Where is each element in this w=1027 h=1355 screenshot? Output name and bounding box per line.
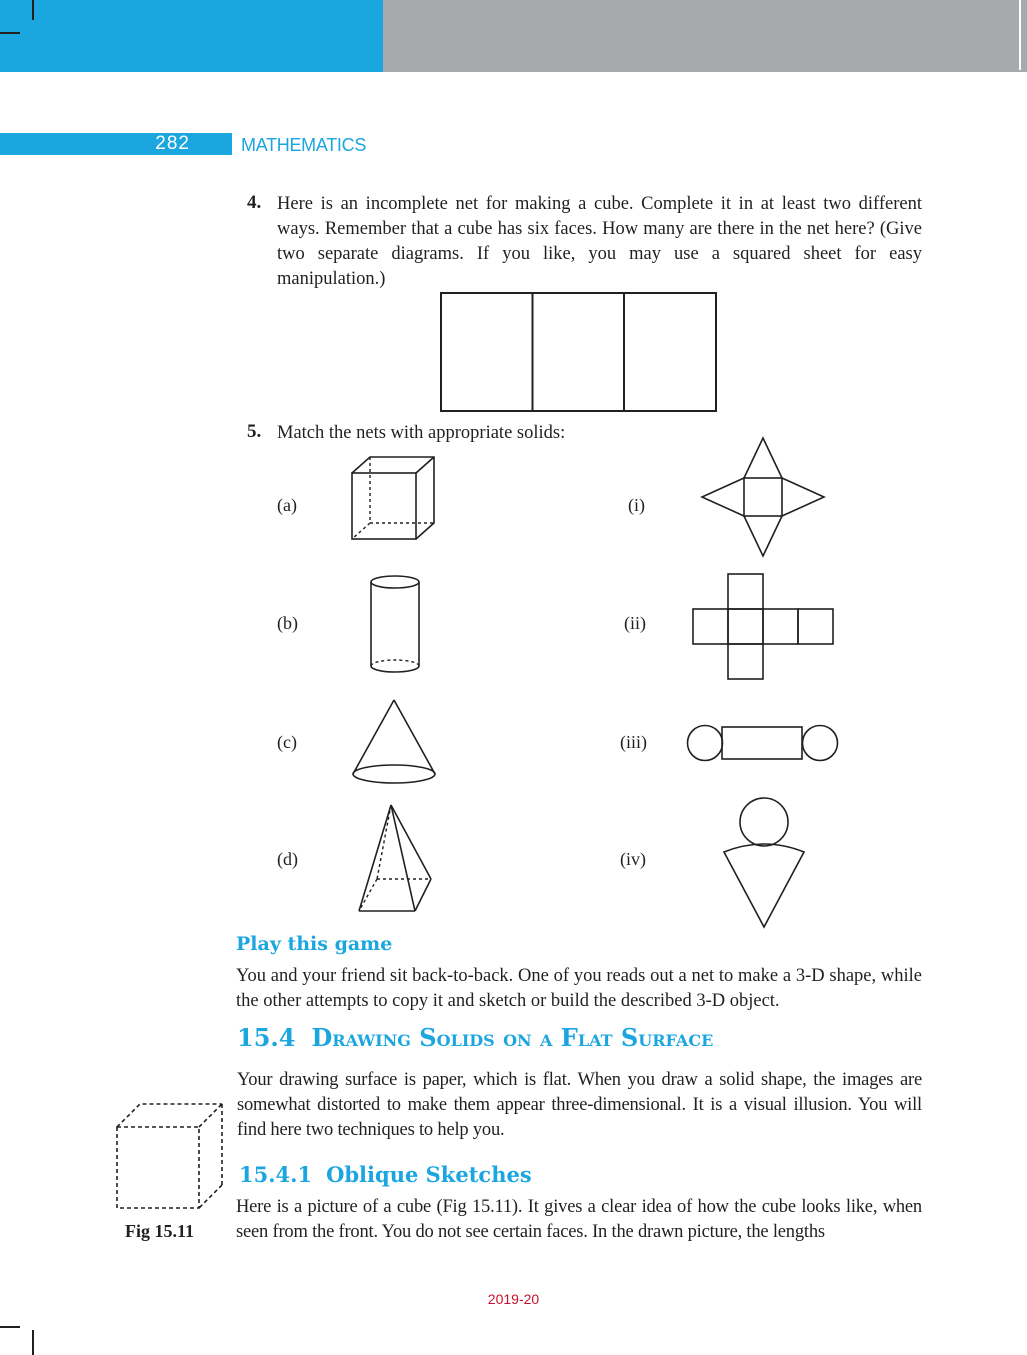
cone-net-icon bbox=[722, 796, 808, 930]
cylinder-net-icon bbox=[686, 722, 842, 764]
cube-icon bbox=[350, 455, 440, 543]
square-pyramid-icon bbox=[355, 803, 435, 915]
section-text: Your drawing surface is paper, which is flat. When you draw a solid shape, the images are somewhat distorted to make them appear three-dimensional. It is a visual illusion. You will find here two techniques to help you. bbox=[237, 1070, 922, 1140]
question-5-text: Match the nets with appropriate solids: bbox=[277, 423, 566, 443]
question-4-number: 4. bbox=[247, 192, 262, 213]
solid-label-a: (a) bbox=[277, 495, 297, 515]
crop-mark bbox=[32, 0, 34, 20]
question-4-text: Here is an incomplete net for making a cube. Complete it in at least two different ways. Remember that a cube has six faces. How many are there in the net here? (Give two separate diagrams. If you like, you may use a squared sheet for easy manipulation.) bbox=[277, 194, 922, 289]
crop-mark bbox=[32, 1330, 34, 1355]
solid-label-d: (d) bbox=[277, 849, 298, 869]
section-number: 15.4 bbox=[237, 1023, 296, 1052]
oblique-cube-icon bbox=[114, 1101, 226, 1211]
running-head: MATHEMATICS bbox=[241, 135, 367, 155]
section-title: DRAWING SOLIDS ON A FLAT SURFACE bbox=[311, 1023, 714, 1052]
subsection-title: Oblique Sketches bbox=[326, 1162, 532, 1187]
net-label-i: (i) bbox=[628, 495, 645, 515]
pyramid-net-icon bbox=[700, 436, 828, 560]
solid-label-c: (c) bbox=[277, 732, 297, 752]
subsection-number: 15.4.1 bbox=[239, 1162, 313, 1187]
top-color-bar-gray bbox=[383, 0, 1027, 72]
section-heading bbox=[237, 1023, 713, 1056]
crop-mark bbox=[0, 1326, 20, 1328]
net-label-iv: (iv) bbox=[620, 849, 646, 869]
cube-net-icon bbox=[692, 573, 836, 681]
crop-mark bbox=[0, 32, 20, 34]
solid-label-b: (b) bbox=[277, 613, 298, 633]
page-number: 282 bbox=[155, 133, 190, 154]
crop-mark bbox=[1019, 0, 1021, 70]
figure-caption: Fig 15.11 bbox=[125, 1221, 195, 1241]
top-color-bar-blue bbox=[0, 0, 383, 72]
net-label-iii: (iii) bbox=[620, 732, 647, 752]
game-heading: Play this game bbox=[236, 933, 393, 955]
cylinder-icon bbox=[368, 574, 422, 676]
footer-year: 2019-20 bbox=[487, 1291, 540, 1307]
net-label-ii: (ii) bbox=[624, 613, 646, 633]
subsection-heading bbox=[239, 1161, 532, 1189]
game-text: You and your friend sit back-to-back. One of you reads out a net to make a 3-D shape, while the other attempts to copy it and sketch or build the described 3-D object. bbox=[236, 966, 922, 1011]
cone-icon bbox=[350, 698, 438, 786]
question-5-number: 5. bbox=[247, 421, 262, 442]
subsection-text: Here is a picture of a cube (Fig 15.11). It gives a clear idea of how the cube looks like, when seen from the front. You do not see certain faces. In the drawn picture, the lengths bbox=[236, 1197, 922, 1242]
incomplete-cube-net-icon bbox=[440, 292, 718, 412]
